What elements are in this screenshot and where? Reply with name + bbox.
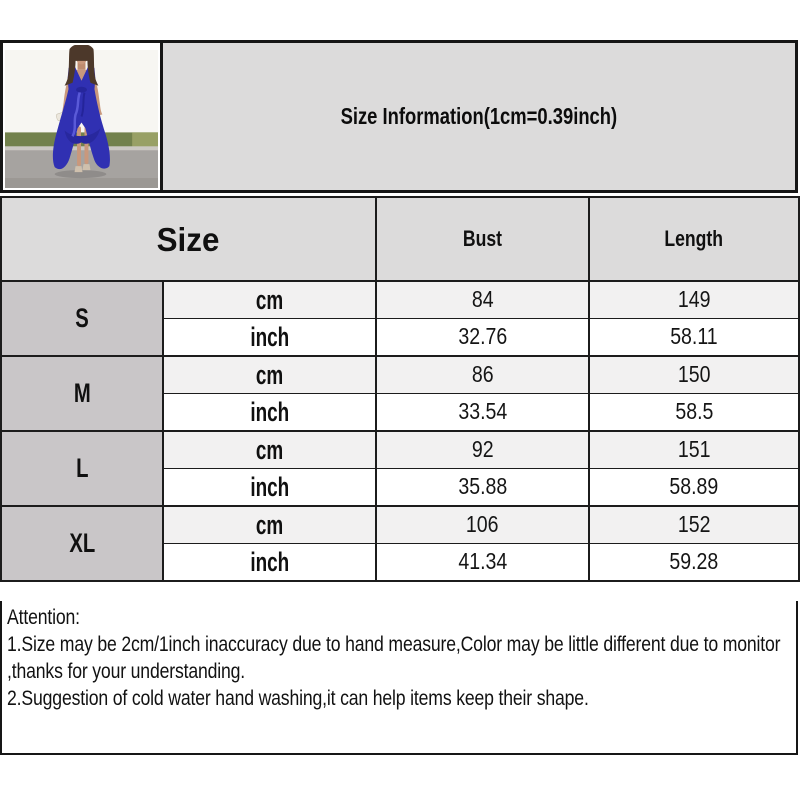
size-table: [0, 196, 800, 582]
unit-cell-cm: cm: [163, 431, 376, 469]
unit-cell-cm: cm: [163, 281, 376, 319]
bust-inch-value: 33.54: [376, 394, 589, 432]
bust-header-label: Bust: [462, 225, 503, 251]
length-cm-value: 149: [589, 281, 799, 319]
length-inch-value: 58.89: [589, 469, 799, 507]
table-row-m-cm: [1, 356, 799, 394]
size-label-xl: XL: [1, 506, 163, 581]
length-inch-value: 59.28: [589, 544, 799, 582]
size-info-header: [163, 40, 798, 193]
bust-cm-value: 84: [376, 281, 589, 319]
unit-cell-inch: inch: [163, 319, 376, 357]
size-label-m: M: [1, 356, 163, 431]
attention-note-2: 2.Suggestion of cold water hand washing,it can help items keep their shape.: [7, 687, 589, 710]
length-header-cell: [589, 197, 799, 281]
bust-cm-value: 106: [376, 506, 589, 544]
size-header-cell: [1, 197, 376, 281]
bust-cm-value: 86: [376, 356, 589, 394]
table-row-xl-cm: [1, 506, 799, 544]
length-header-label: Length: [664, 225, 724, 251]
unit-cell-inch: inch: [163, 394, 376, 432]
attention-title: Attention:: [7, 606, 80, 629]
attention-note-1: 1.Size may be 2cm/1inch inaccuracy due to hand measure,Color may be little different due to monitor ,thanks for your understanding.: [7, 633, 781, 683]
size-label-s: S: [1, 281, 163, 356]
unit-cell-inch: inch: [163, 544, 376, 582]
bust-cm-value: 92: [376, 431, 589, 469]
size-header-label: Size: [157, 220, 220, 258]
bust-inch-value: 35.88: [376, 469, 589, 507]
top-banner: [0, 40, 798, 193]
length-cm-value: 152: [589, 506, 799, 544]
size-label-l: L: [1, 431, 163, 506]
table-header-row: [1, 197, 799, 281]
product-photo: [0, 40, 163, 193]
length-inch-value: 58.5: [589, 394, 799, 432]
attention-box: [0, 601, 798, 755]
page-title: Size Information(1cm=0.39inch): [340, 103, 618, 129]
table-row-l-cm: [1, 431, 799, 469]
dress-model-illustration: [5, 45, 158, 188]
bust-inch-value: 41.34: [376, 544, 589, 582]
bust-header-cell: [376, 197, 589, 281]
unit-cell-cm: cm: [163, 506, 376, 544]
bust-inch-value: 32.76: [376, 319, 589, 357]
length-inch-value: 58.11: [589, 319, 799, 357]
unit-cell-cm: cm: [163, 356, 376, 394]
attention-text: [2, 601, 798, 712]
unit-cell-inch: inch: [163, 469, 376, 507]
length-cm-value: 150: [589, 356, 799, 394]
length-cm-value: 151: [589, 431, 799, 469]
table-row-s-cm: [1, 281, 799, 319]
